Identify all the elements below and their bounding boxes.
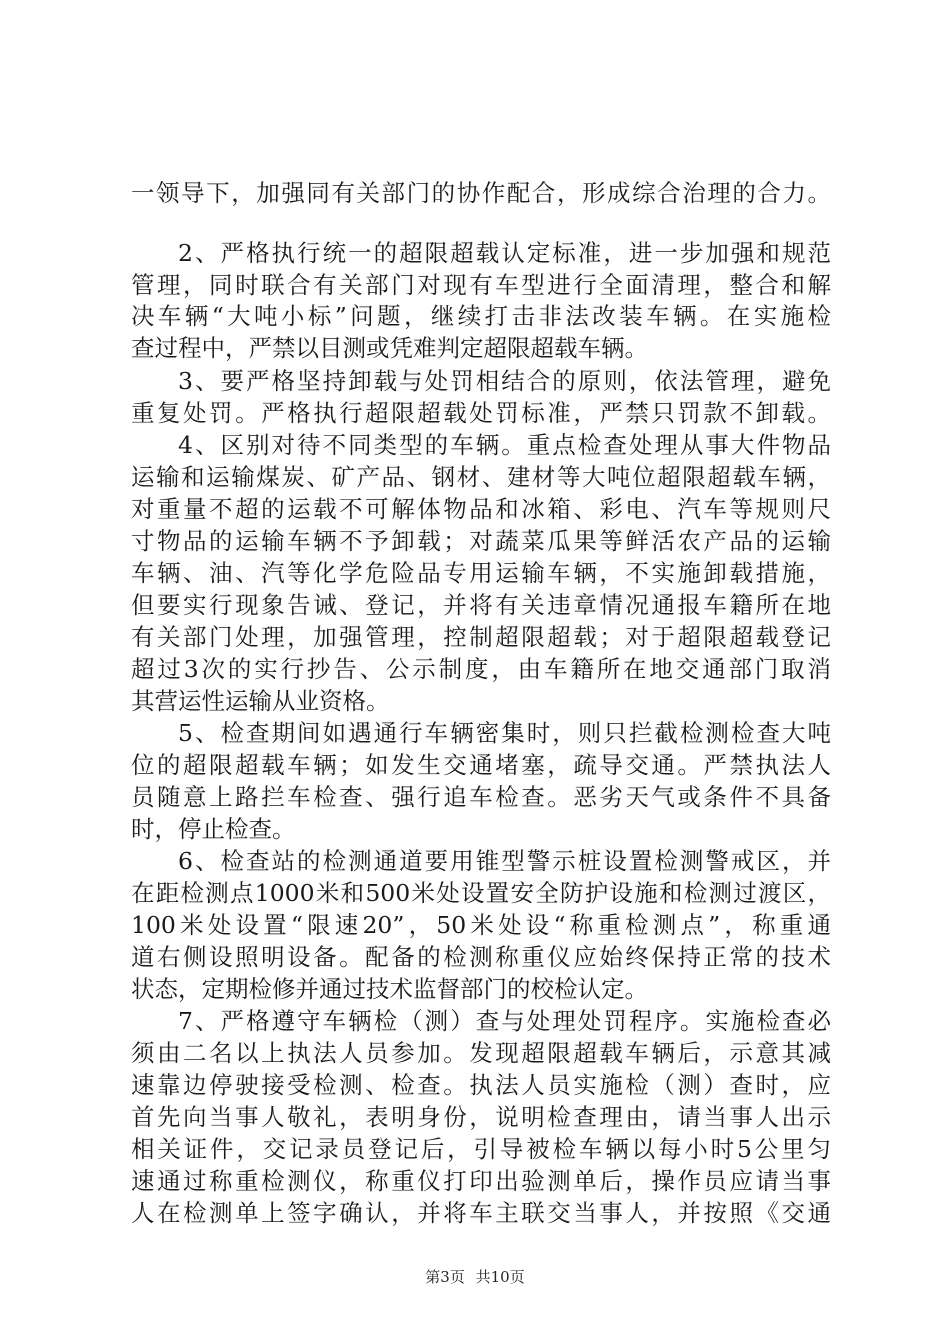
text-line: 状态，定期检修并通过技术监督部门的校检认定。 xyxy=(131,975,648,1003)
text-line: 一领导下，加强同有关部门的协作配合，形成综合治理的合力。 xyxy=(131,179,831,207)
text-line: 3、要严格坚持卸载与处罚相结合的原则，依法管理，避免 xyxy=(178,367,831,395)
text-line: 管理，同时联合有关部门对现有车型进行全面清理，整合和解 xyxy=(131,271,831,299)
text-line: 人在检测单上签字确认，并将车主联交当事人，并按照《交通 xyxy=(131,1199,831,1227)
text-line: 查过程中，严禁以目测或凭难判定超限超载车辆。 xyxy=(131,334,648,362)
text-line: 运输和运输煤炭、矿产品、钢材、建材等大吨位超限超载车辆， xyxy=(131,463,831,491)
text-line: 时，停止检查。 xyxy=(131,815,296,843)
text-line: 决车辆“大吨小标”问题，继续打击非法改装车辆。在实施检 xyxy=(131,302,831,330)
page-number: 第3页 xyxy=(425,1268,465,1286)
text-line: 2、严格执行统一的超限超载认定标准，进一步加强和规范 xyxy=(178,239,831,267)
text-line: 须由二名以上执法人员参加。发现超限超载车辆后，示意其减 xyxy=(131,1039,831,1067)
text-line: 速靠边停驶接受检测、检查。执法人员实施检（测）查时，应 xyxy=(131,1071,831,1099)
page-footer xyxy=(0,1268,950,1286)
text-line: 位的超限超载车辆；如发生交通堵塞，疏导交通。严禁执法人 xyxy=(131,751,831,779)
text-line: 相关证件，交记录员登记后，引导被检车辆以每小时5公里匀 xyxy=(131,1135,831,1163)
text-line: 其营运性运输从业资格。 xyxy=(131,687,390,715)
page-total: 共10页 xyxy=(475,1268,525,1286)
text-line: 道右侧设照明设备。配备的检测称重仪应始终保持正常的技术 xyxy=(131,943,831,971)
text-line: 超过3次的实行抄告、公示制度，由车籍所在地交通部门取消 xyxy=(131,655,831,683)
text-line: 车辆、油、汽等化学危险品专用运输车辆，不实施卸载措施， xyxy=(131,559,831,587)
text-line: 速通过称重检测仪，称重仪打印出验测单后，操作员应请当事 xyxy=(131,1167,831,1195)
text-line: 员随意上路拦车检查、强行追车检查。恶劣天气或条件不具备 xyxy=(131,783,831,811)
text-line: 100米处设置“限速20”，50米处设“称重检测点”，称重通 xyxy=(131,911,831,939)
text-line: 在距检测点1000米和500米处设置安全防护设施和检测过渡区， xyxy=(131,879,831,907)
text-line: 但要实行现象告诫、登记，并将有关违章情况通报车籍所在地 xyxy=(131,591,831,619)
text-line: 重复处罚。严格执行超限超载处罚标准，严禁只罚款不卸载。 xyxy=(131,399,831,427)
text-line: 6、检查站的检测通道要用锥型警示桩设置检测警戒区，并 xyxy=(178,847,831,875)
text-line: 对重量不超的运载不可解体物品和冰箱、彩电、汽车等规则尺 xyxy=(131,495,831,523)
text-line: 5、检查期间如遇通行车辆密集时，则只拦截检测检查大吨 xyxy=(178,719,831,747)
text-line: 4、区别对待不同类型的车辆。重点检查处理从事大件物品 xyxy=(178,431,831,459)
text-line: 首先向当事人敬礼，表明身份，说明检查理由，请当事人出示 xyxy=(131,1103,831,1131)
text-line: 寸物品的运输车辆不予卸载；对蔬菜瓜果等鲜活农产品的运输 xyxy=(131,527,831,555)
text-line: 有关部门处理，加强管理，控制超限超载；对于超限超载登记 xyxy=(131,623,831,651)
text-line: 7、严格遵守车辆检（测）查与处理处罚程序。实施检查必 xyxy=(178,1007,831,1035)
